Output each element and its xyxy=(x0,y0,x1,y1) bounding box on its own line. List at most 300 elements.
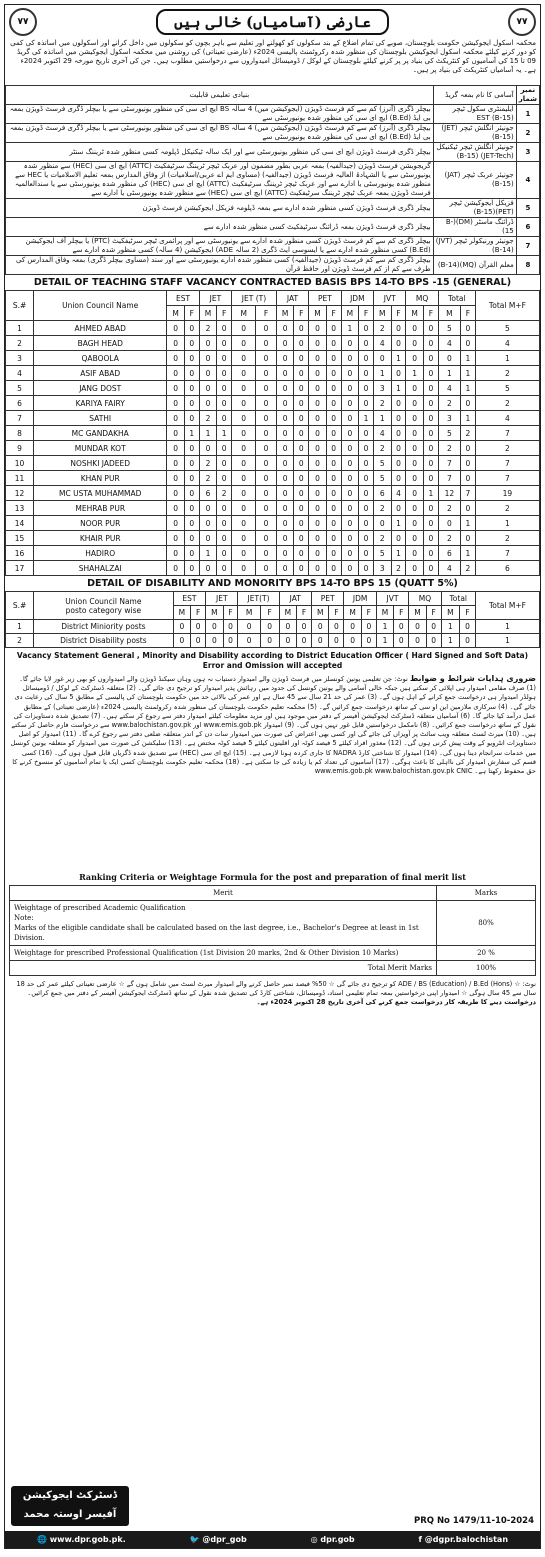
row-value: 0 xyxy=(217,321,232,336)
row-value: 0 xyxy=(217,471,232,486)
row-value: 0 xyxy=(256,441,277,456)
row-value: 1 xyxy=(460,516,475,531)
row-value: 0 xyxy=(423,516,438,531)
post-qualification: بیچلر ڈگری فرسٹ ڈویژن کسی منظور شدہ ادارے سے بمعہ ڈپلومہ فزیکل ایجوکیشن فرسٹ ڈویژن xyxy=(6,199,434,218)
row-value: 0 xyxy=(294,396,309,411)
row-value: 0 xyxy=(217,516,232,531)
row-sno: 17 xyxy=(6,561,34,576)
row-value: 0 xyxy=(329,634,344,648)
row-value: 0 xyxy=(309,336,327,351)
row-value: 0 xyxy=(391,471,406,486)
row-value: 0 xyxy=(184,456,199,471)
row-total-mf: 4 xyxy=(475,336,539,351)
row-value: 0 xyxy=(256,381,277,396)
col-post: JDM xyxy=(344,592,376,606)
row-total-mf: 6 xyxy=(475,561,539,576)
disability-table-header xyxy=(6,592,540,620)
row-value: 4 xyxy=(438,381,460,396)
row-value: 0 xyxy=(276,471,294,486)
col-male: M xyxy=(173,606,191,620)
row-value: 0 xyxy=(294,561,309,576)
row-value: 0 xyxy=(341,336,359,351)
row-sno: 1 xyxy=(6,620,34,634)
row-value: 0 xyxy=(359,396,374,411)
col-female: F xyxy=(260,606,279,620)
header-row-posts xyxy=(6,291,540,306)
row-value: 1 xyxy=(184,426,199,441)
table-row xyxy=(6,486,540,501)
row-value: 0 xyxy=(359,531,374,546)
row-value: 0 xyxy=(309,441,327,456)
row-value: 0 xyxy=(406,351,424,366)
signature-line-2: آفیسر اوستہ محمد xyxy=(23,1509,117,1520)
row-value: 0 xyxy=(167,561,185,576)
post-qualification: بیچلر ڈگری فرسٹ ڈویژن ایچ ای سی کی منظور یونیورسٹی سے اور ایک سالہ ٹیکنیکل ڈپلومہ کسی منظور شدہ ٹریننگ سنٹر xyxy=(6,143,434,162)
row-value: 0 xyxy=(276,501,294,516)
row-value: 0 xyxy=(423,366,438,381)
row-value: 0 xyxy=(276,351,294,366)
row-value: 0 xyxy=(423,501,438,516)
posts-table xyxy=(5,85,540,275)
col-female: F xyxy=(359,306,374,321)
post-serial: 7 xyxy=(516,237,539,256)
col-female: F xyxy=(184,306,199,321)
post-serial: 6 xyxy=(516,218,539,237)
row-value: 0 xyxy=(217,546,232,561)
row-value: 0 xyxy=(184,321,199,336)
row-value: 0 xyxy=(361,620,376,634)
row-value: 0 xyxy=(326,561,341,576)
row-value: 0 xyxy=(406,501,424,516)
row-value: 0 xyxy=(460,471,475,486)
row-value: 4 xyxy=(391,486,406,501)
terms-body: نوٹ: جن تعلیمی یونین کونسلز میں فرسٹ ڈویژن والے امیدوار دستیاب نہ ہوں وہاں سیکنڈ ڈویژن والے امیدواروں کو بھی زیر غور لایا جائے گا۔ (1) صرف مقامی امیدوار ہی اپلائی کر سکتے ہیں جبکہ خالی آسامی والے یونین کونسل کی حدود میں رہائش پذیر امیدوار کو ترجیح دی جائے گی۔ (2) متعلقہ ڈسٹرکٹ کے لوکل / ڈومیسائل ہولڈر امیدوار ہی درخواست جمع کرانے کے اہل ہوں گے۔ (3) عمر کی حد 21 سال سے 45 سال ہے اور عمر کی بالائی حد میں حکومت بلوچستان کی پالیسی کے مطابق 5 سال کی رعایت دی جائے گی۔ (4) سرکاری ملازمین این او سی کے ساتھ درخواست جمع کرائیں گے۔ (5) محکمہ تعلیم حکومت بلوچستان کی منظور شدہ رکروٹمنٹ پالیسی 2024ء (عارضی تعیناتی) کے مطابق عمل درآمد کیا جائے گا۔ (6) آسامیاں متعلقہ ڈسٹرکٹ ایجوکیشن آفیسر کے دفتر میں موجود ہیں اور مزید معلومات کیلئے امیدوار دفتر سے رجوع کر سکتے ہیں۔ (7) تصدیق شدہ دستاویزات کی نقول کے ساتھ درخواست جمع کرائیں۔ (8) نامکمل درخواستیں قابل غور نہیں ہوں گی۔ (9) امیدوار www.emis.gob.pk اور www.balochistan.gov.pk سے درخواست فارم حاصل کر سکتے ہیں۔ (10) میرٹ لسٹ متعلقہ ویب سائٹ پر آویزاں کی جائے گی اور کسی بھی اعتراض کی صورت میں امیدوار سات دن کے اندر متعلقہ ضلعی دفتر سے رجوع کرے گا۔ (11) امیدوار کو اصل دستاویزات انٹرویو کے وقت پیش کرنی ہوں گی۔ (12) معذور افراد کیلئے 5 فیصد کوٹہ اور اقلیتوں کیلئے 5 فیصد کوٹہ مختص ہے۔ (13) سلیکشن کی صورت میں امیدوار کو متعلقہ یونین کونسل میں خدمات سرانجام دینا ہوں گی۔ (14) امیدوار کا شناختی کارڈ NADRA کا جاری کردہ ہونا لازمی ہے۔ (15) ایچ ای سی (HEC) سے تصدیق شدہ ڈگریاں قابل قبول ہوں گی۔ (16) کسی قسم کی سفارش امیدوار کی نااہلی کا باعث ہوگی۔ (17) آسامیوں کی تعداد کم یا زیادہ کی جا سکتی ہے۔ (18) محکمہ تعلیم حکومت بلوچستان کسی ایک یا تمام آسامیوں کو منسوخ کرنے کا حق محفوظ رکھتا ہے۔ www.emis.gob.pk www.balochistan.gov.pk CNIC xyxy=(10,675,536,776)
post-serial: 5 xyxy=(516,199,539,218)
row-value: 4 xyxy=(374,336,392,351)
row-value: 0 xyxy=(423,456,438,471)
row-value: 0 xyxy=(294,501,309,516)
row-value: 0 xyxy=(460,321,475,336)
row-value: 0 xyxy=(359,381,374,396)
row-value: 0 xyxy=(256,456,277,471)
ranking-professional-marks: 20 % xyxy=(437,946,536,961)
row-value: 0 xyxy=(223,620,238,634)
col-post: MQ xyxy=(409,592,441,606)
row-value: 0 xyxy=(167,546,185,561)
row-value: 0 xyxy=(460,501,475,516)
row-value: 0 xyxy=(167,486,185,501)
ranking-row-total xyxy=(10,961,536,976)
row-sno: 15 xyxy=(6,531,34,546)
row-value: 0 xyxy=(326,411,341,426)
row-value: 0 xyxy=(199,351,217,366)
disability-table-body xyxy=(6,620,540,648)
post-serial: 3 xyxy=(516,143,539,162)
col-serial: نمبر شمار xyxy=(516,86,539,105)
col-female: F xyxy=(217,306,232,321)
row-value: 1 xyxy=(199,546,217,561)
web-link[interactable]: 🌐 www.dpr.gob.pk. xyxy=(36,1535,126,1544)
ranking-title: Ranking Criteria or Weightage Formula for the post and preparation of final merit list xyxy=(79,872,466,882)
row-value: 0 xyxy=(294,531,309,546)
row-value: 0 xyxy=(406,336,424,351)
post-name: جونیئر عربک ٹیچر (JAT) (B-15) xyxy=(433,162,516,199)
posts-category-wise: posto category wise xyxy=(65,605,142,615)
col-female: F xyxy=(423,306,438,321)
signature-line-1: ڈسٹرکٹ ایجوکیشن xyxy=(22,1490,118,1501)
post-name: معلم القرآن (MQ)(B-14) xyxy=(433,256,516,275)
row-value: 0 xyxy=(184,561,199,576)
row-value: 12 xyxy=(438,486,460,501)
dpr-link[interactable]: ◎ dpr.gob xyxy=(310,1535,355,1544)
row-value: 0 xyxy=(294,381,309,396)
col-female: F xyxy=(223,606,238,620)
row-union-council: KHAN PUR xyxy=(34,471,167,486)
row-value: 0 xyxy=(460,441,475,456)
ranking-academic-detail: Marks of the eligible candidate shall be calculated based on the last degree, i.e., Bachelor's Degree at least in 1st Division. xyxy=(14,924,419,942)
row-value: 0 xyxy=(206,634,224,648)
col-female: F xyxy=(460,606,476,620)
ranking-academic-marks: 80% xyxy=(437,901,536,946)
row-value: 0 xyxy=(406,456,424,471)
row-value: 1 xyxy=(460,366,475,381)
row-value: 0 xyxy=(167,351,185,366)
row-union-council: KARIYA FAIRY xyxy=(34,396,167,411)
row-value: 0 xyxy=(167,441,185,456)
row-total-mf: 2 xyxy=(475,441,539,456)
social-bar xyxy=(5,1531,540,1548)
row-value: 0 xyxy=(406,381,424,396)
ranking-professional-text: Weightage for prescribed Professional Qualification (1st Division 20 marks, 2nd & Other Division 10 Marks) xyxy=(10,946,437,961)
row-value: 0 xyxy=(276,426,294,441)
col-female: F xyxy=(294,306,309,321)
row-value: 0 xyxy=(423,561,438,576)
row-value: 0 xyxy=(311,620,329,634)
row-value: 2 xyxy=(460,426,475,441)
row-value: 0 xyxy=(359,516,374,531)
row-value: 0 xyxy=(217,441,232,456)
dpr-icon: ◎ xyxy=(310,1535,321,1544)
row-value: 0 xyxy=(217,501,232,516)
row-value: 0 xyxy=(232,501,256,516)
row-value: 0 xyxy=(199,366,217,381)
table-row xyxy=(6,426,540,441)
col-total: Total xyxy=(438,291,475,306)
row-value: 0 xyxy=(341,486,359,501)
row-value: 0 xyxy=(232,456,256,471)
row-value: 1 xyxy=(441,620,460,634)
facebook-link[interactable]: f @dgpr.balochistan xyxy=(418,1535,509,1544)
row-value: 0 xyxy=(217,531,232,546)
row-value: 0 xyxy=(311,634,329,648)
row-union-council: NOOR PUR xyxy=(34,516,167,531)
post-qualification: بیچلر ڈگری کم سے کم فرسٹ ڈویژن (جیدالفیہ) کسی منظور شدہ ادارے یونیورسٹی سے اور سند (مساوی بیچلر ڈگری) بمعہ وفاق المدارس کی طرف سے کم از کم فرسٹ ڈویژن اور حافظ قرآن xyxy=(6,256,434,275)
row-value: 0 xyxy=(406,471,424,486)
row-value: 0 xyxy=(191,634,206,648)
table-row xyxy=(6,546,540,561)
advertisement-page xyxy=(4,4,541,1549)
col-post: JAT xyxy=(276,291,308,306)
col-post: PET xyxy=(309,291,341,306)
col-female: F xyxy=(326,306,341,321)
row-value: 0 xyxy=(279,620,297,634)
col-male: M xyxy=(199,306,217,321)
row-value: 4 xyxy=(438,561,460,576)
row-value: 0 xyxy=(199,336,217,351)
row-value: 0 xyxy=(391,396,406,411)
row-value: 5 xyxy=(438,426,460,441)
row-union-council: SHAHALZAI xyxy=(34,561,167,576)
row-value: 0 xyxy=(326,336,341,351)
row-value: 1 xyxy=(460,381,475,396)
col-male: M xyxy=(167,306,185,321)
row-sno: 7 xyxy=(6,411,34,426)
row-sno: 3 xyxy=(6,351,34,366)
notes-text: نوٹ: ☆ ADE / BS (Education) / B.Ed (Hons) کو ترجیح دی جائے گی ☆ 50% فیصد نمبر حاصل کرنے والے امیدوار میرٹ لسٹ میں شامل ہوں گے ☆ عارضی تعیناتی کیلئے عمر کی حد 18 سال سے 45 سال ہوگی ☆ امیدوار اپنی درخواستیں بمعہ تمام تعلیمی اسناد، ڈومیسائل، شناختی کارڈ کی تصدیق شدہ نقول کے ساتھ ڈسٹرکٹ ایجوکیشن آفیسر کے دفتر میں جمع کرائیں۔ xyxy=(16,980,536,998)
table-row xyxy=(6,351,540,366)
row-value: 0 xyxy=(391,531,406,546)
col-sno: S.# xyxy=(6,291,34,321)
row-sno: 4 xyxy=(6,366,34,381)
twitter-link[interactable]: 🐦 @dpr_gob xyxy=(189,1535,247,1544)
row-value: 0 xyxy=(438,351,460,366)
post-row xyxy=(6,162,540,199)
row-value: 0 xyxy=(217,381,232,396)
row-value: 0 xyxy=(199,441,217,456)
post-name: جونیئر انگلش ٹیچر ٹیکنیکل (JET-Tech) (B-15) xyxy=(433,143,516,162)
header-row-posts xyxy=(6,592,540,606)
table-row xyxy=(6,456,540,471)
post-qualification: بیچلر ڈگری فرسٹ ڈویژن بمعہ ڈرائنگ سرٹیفکیٹ کسی منظور شدہ ادارے سے xyxy=(6,218,434,237)
row-value: 0 xyxy=(256,336,277,351)
row-value: 0 xyxy=(326,456,341,471)
row-value: 0 xyxy=(184,336,199,351)
row-value: 0 xyxy=(359,546,374,561)
row-value: 0 xyxy=(406,546,424,561)
row-value: 0 xyxy=(326,351,341,366)
row-value: 0 xyxy=(167,396,185,411)
header xyxy=(5,5,540,39)
vacancy-table-header xyxy=(6,291,540,321)
row-value: 0 xyxy=(232,471,256,486)
row-value: 2 xyxy=(374,321,392,336)
table-row xyxy=(6,531,540,546)
ranking-col-marks: Marks xyxy=(437,886,536,901)
row-value: 0 xyxy=(460,620,476,634)
row-value: 2 xyxy=(391,561,406,576)
row-value: 6 xyxy=(374,486,392,501)
table-row xyxy=(6,620,540,634)
row-value: 0 xyxy=(423,336,438,351)
row-value: 0 xyxy=(359,471,374,486)
col-male: M xyxy=(341,306,359,321)
intro-paragraph: محکمہ اسکول ایجوکیشن حکومت بلوچستان، صوبے کی تمام اضلاع کے بند سکولوں کو کھولنے اور تعلیم سے باہر بچوں کو سکولوں میں داخل کرانے اور اسکولوں میں اساتذہ کی کمی کو دور کرنے کیلئے محکمہ اسکول ایجوکیشن بلوچستان کی منظور شدہ رکروٹمنٹ پالیسی 2024ء (عارضی تعیناتی) کی روشنی میں محکمہ اسکول ایجوکیشن میں اساتذہ کی گریڈ 09 تا 15 کی آسامیوں کو کنٹریکٹ کی بنیاد پر پر کرنے کیلئے بلوچستان کے لوکل / ڈومیسائل امیدواروں سے درخواستیں مطلوب ہیں۔ جن کی آخری تاریخ مورخہ 29 اکتوبر 2024ء ہے۔ یہ آسامیاں کنٹریکٹ کی بنیاد پر ہیں۔ xyxy=(10,39,536,74)
row-value: 0 xyxy=(232,351,256,366)
row-total-mf: 2 xyxy=(475,366,539,381)
post-row xyxy=(6,237,540,256)
row-value: 5 xyxy=(374,471,392,486)
row-value: 0 xyxy=(309,561,327,576)
row-value: 0 xyxy=(232,381,256,396)
col-union-council-label: Union Council Name xyxy=(65,596,142,606)
twitter-icon: 🐦 xyxy=(189,1535,203,1544)
row-union-council: ASIF ABAD xyxy=(34,366,167,381)
vacancy-title: DETAIL OF TEACHING STAFF VACANCY CONTRACTED BASIS BPS 14-TO BPS -15 (GENERAL) xyxy=(33,277,512,288)
row-value: 0 xyxy=(326,396,341,411)
row-value: 0 xyxy=(184,501,199,516)
row-value: 0 xyxy=(423,471,438,486)
row-value: 0 xyxy=(326,516,341,531)
row-sno: 2 xyxy=(6,634,34,648)
row-value: 0 xyxy=(238,634,260,648)
row-value: 0 xyxy=(394,634,409,648)
row-total-mf: 2 xyxy=(475,531,539,546)
row-value: 0 xyxy=(309,321,327,336)
row-total-mf: 7 xyxy=(475,426,539,441)
row-value: 0 xyxy=(167,321,185,336)
row-value: 0 xyxy=(167,426,185,441)
row-union-council: District Miniority posts xyxy=(34,620,174,634)
row-value: 0 xyxy=(232,516,256,531)
row-value: 0 xyxy=(238,620,260,634)
vacancy-table-body xyxy=(6,321,540,576)
row-value: 0 xyxy=(409,634,427,648)
row-value: 1 xyxy=(460,546,475,561)
row-total-mf: 1 xyxy=(475,516,539,531)
post-row xyxy=(6,256,540,275)
row-value: 0 xyxy=(217,561,232,576)
table-row xyxy=(6,366,540,381)
row-value: 2 xyxy=(374,396,392,411)
row-union-council: KHAIR PUR xyxy=(34,531,167,546)
post-row xyxy=(6,199,540,218)
table-row xyxy=(6,634,540,648)
col-total-mf: Total M+F xyxy=(475,291,539,321)
posts-table-body xyxy=(6,105,540,275)
post-serial: 8 xyxy=(516,256,539,275)
row-value: 1 xyxy=(441,634,460,648)
row-value: 0 xyxy=(423,441,438,456)
row-union-council: QABOOLA xyxy=(34,351,167,366)
row-value: 0 xyxy=(406,441,424,456)
row-value: 0 xyxy=(184,441,199,456)
row-value: 0 xyxy=(391,321,406,336)
col-female: F xyxy=(297,606,312,620)
col-male: M xyxy=(309,306,327,321)
row-value: 3 xyxy=(374,381,392,396)
row-value: 0 xyxy=(391,426,406,441)
col-male: M xyxy=(376,606,394,620)
row-value: 0 xyxy=(256,321,277,336)
row-value: 0 xyxy=(294,426,309,441)
row-value: 0 xyxy=(184,411,199,426)
ranking-academic-note: Note: xyxy=(14,914,34,922)
row-value: 0 xyxy=(374,516,392,531)
application-notes xyxy=(5,976,540,1064)
row-value: 0 xyxy=(217,456,232,471)
row-value: 5 xyxy=(438,321,460,336)
row-value: 0 xyxy=(217,396,232,411)
row-value: 0 xyxy=(294,546,309,561)
row-value: 0 xyxy=(309,486,327,501)
row-value: 0 xyxy=(191,620,206,634)
post-row xyxy=(6,105,540,124)
col-post: JET xyxy=(199,291,231,306)
row-value: 0 xyxy=(426,634,441,648)
row-value: 2 xyxy=(460,561,475,576)
facebook-icon: f xyxy=(418,1535,425,1544)
row-sno: 10 xyxy=(6,456,34,471)
row-value: 0 xyxy=(423,321,438,336)
row-value: 0 xyxy=(341,381,359,396)
row-union-council: MC USTA MUHAMMAD xyxy=(34,486,167,501)
row-value: 0 xyxy=(297,634,312,648)
col-post: MQ xyxy=(406,291,438,306)
ranking-row-professional xyxy=(10,946,536,961)
row-union-council: BAGH HEAD xyxy=(34,336,167,351)
row-total-mf: 7 xyxy=(475,456,539,471)
row-value: 0 xyxy=(423,546,438,561)
row-value: 0 xyxy=(297,620,312,634)
row-value: 1 xyxy=(406,366,424,381)
row-value: 3 xyxy=(438,411,460,426)
row-value: 0 xyxy=(276,336,294,351)
row-value: 2 xyxy=(199,471,217,486)
post-serial: 4 xyxy=(516,162,539,199)
post-name: جونیئر انگلش ٹیچر (JET)(B-15) xyxy=(433,124,516,143)
row-value: 0 xyxy=(359,366,374,381)
row-value: 0 xyxy=(341,561,359,576)
row-value: 0 xyxy=(199,516,217,531)
row-value: 0 xyxy=(276,561,294,576)
col-male: M xyxy=(276,306,294,321)
row-value: 0 xyxy=(460,531,475,546)
post-qualification: بیچلر ڈگری کم سے کم فرسٹ ڈویژن کسی منظور شدہ ادارے سے یونیورسٹی سے اور پرائمری ٹیچر سرٹیفکیٹ (PTC) یا بیچلر آف ایجوکیشن (B.Ed) کسی منظور شدہ ادارے سے یا ایسوسی ایٹ ڈگری (2 سالہ ADE) ایجوکیشن (4 سالہ) کسی منظور شدہ ادارے سے xyxy=(6,237,434,256)
col-post: JDM xyxy=(341,291,373,306)
row-value: 0 xyxy=(309,471,327,486)
row-value: 0 xyxy=(359,486,374,501)
row-value: 0 xyxy=(341,396,359,411)
col-male: M xyxy=(441,606,460,620)
post-qualification: بیچلر ڈگری (آنرز) کم سے کم فرسٹ ڈویژن (ایجوکیشن میں) 4 سالہ BS ایچ ای سی کی منظور یونیورسٹی سے یا بیچلر ڈگری فرسٹ ڈویژن بمعہ بی ایڈ (B.Ed) ایچ ای سی کی منظور شدہ یونیورسٹی سے xyxy=(6,124,434,143)
row-union-council: JANG DOST xyxy=(34,381,167,396)
row-value: 0 xyxy=(406,486,424,501)
row-value: 0 xyxy=(256,546,277,561)
row-value: 0 xyxy=(326,546,341,561)
col-male: M xyxy=(409,606,427,620)
col-post: EST xyxy=(173,592,205,606)
col-post: JET (T) xyxy=(232,291,277,306)
row-sno: 1 xyxy=(6,321,34,336)
row-value: 0 xyxy=(184,351,199,366)
col-male: M xyxy=(206,606,224,620)
row-value: 0 xyxy=(391,456,406,471)
row-value: 1 xyxy=(423,486,438,501)
row-value: 1 xyxy=(391,381,406,396)
ranking-col-merit: Merit xyxy=(10,886,437,901)
col-male: M xyxy=(311,606,329,620)
col-female: F xyxy=(191,606,206,620)
signature-block xyxy=(11,1486,129,1526)
government-logo-left: ٧٧ xyxy=(9,8,37,36)
col-post: JET xyxy=(206,592,238,606)
row-value: 7 xyxy=(438,471,460,486)
row-sno: 13 xyxy=(6,501,34,516)
row-value: 0 xyxy=(460,456,475,471)
row-value: 0 xyxy=(344,620,362,634)
row-value: 2 xyxy=(199,456,217,471)
row-value: 0 xyxy=(326,486,341,501)
